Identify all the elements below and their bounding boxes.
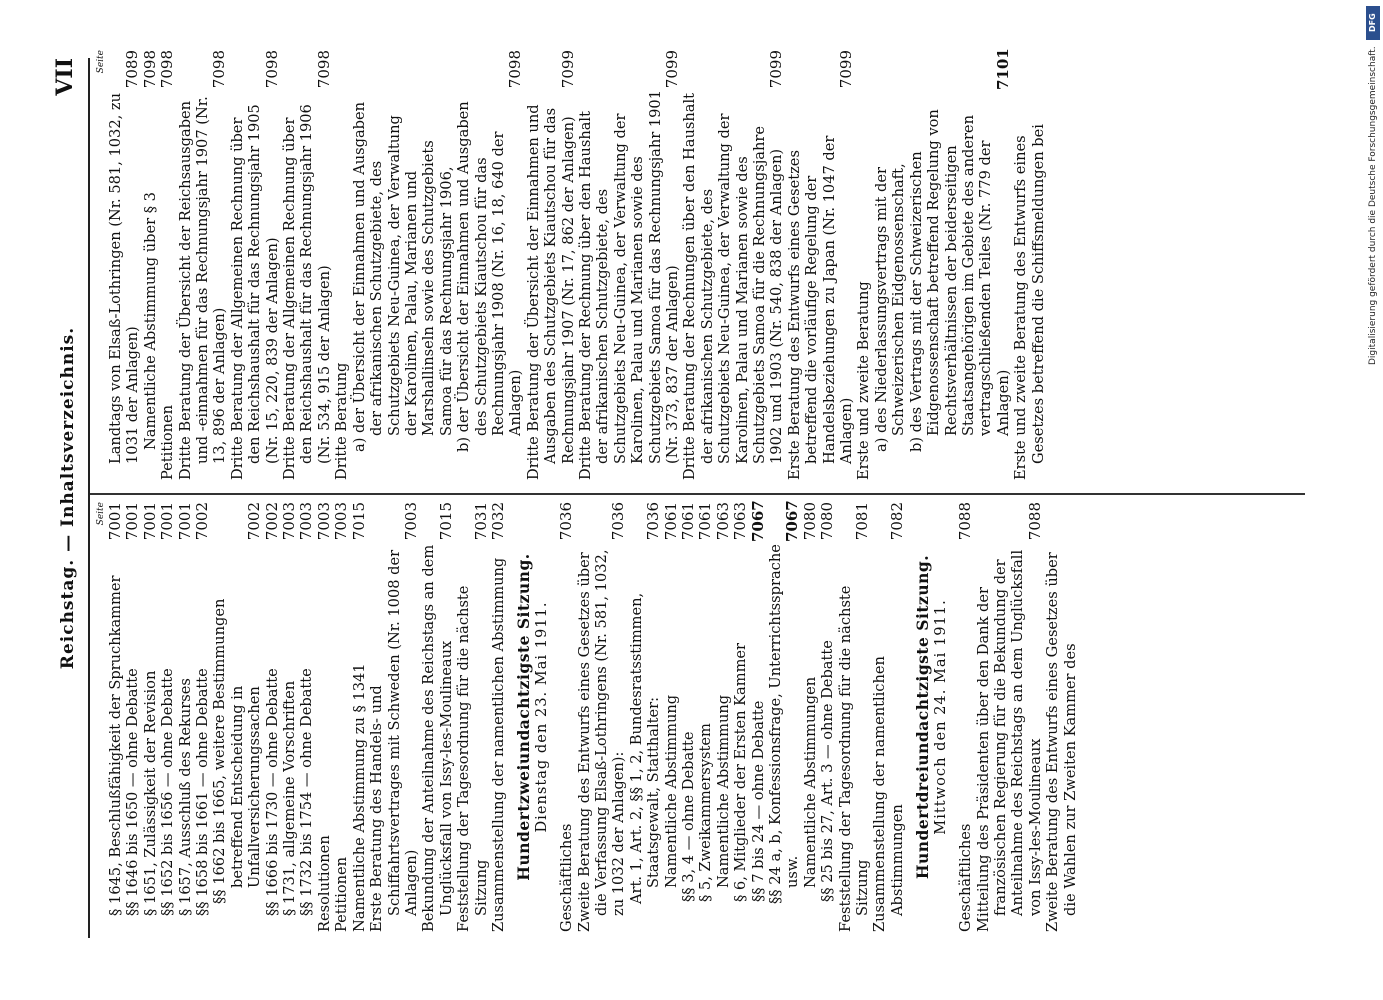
toc-entry <box>1012 50 1047 480</box>
entry-page: 7002 <box>193 502 212 541</box>
entry-text: Geschäftliches <box>957 823 975 932</box>
entry-page: 7001 <box>175 502 194 541</box>
entry-page: 7099 <box>767 50 786 89</box>
entry-text: Dritte Beratung der Rechnung über den Haushalt der afrikanischen Schutzgebiete, des Schutzgebiets Neu-Guinea, der Verwaltung der Karolinen, Palau und Marianen sowie des Schutzgebiets Samoa für das Rechnungsjahr 1901 (Nr. 373, 837 der Anlagen) <box>576 90 681 480</box>
toc-entry <box>663 502 680 932</box>
header-title: Reichstag. — Inhaltsverzeichnis. <box>58 326 78 670</box>
toc-entry <box>281 50 333 480</box>
toc-entry <box>750 502 767 932</box>
entry-page: 7101 <box>993 48 1012 90</box>
toc-entry <box>697 502 714 932</box>
entry-page: 7032 <box>488 502 507 541</box>
entry-text: §§ 1646 bis 1650 — ohne Debatte <box>124 668 142 916</box>
toc-entry <box>628 502 663 932</box>
toc-entry <box>786 50 856 480</box>
entry-page: 7015 <box>436 502 455 541</box>
session-title: Hundertdreiundachtzigste Sitzung. <box>913 554 933 880</box>
entry-text: Dritte Beratung der Allgemeinen Rechnung über den Reichshaushalt für das Rechnungsjahr 1906 (Nr. 534, 915 der Anlagen) <box>281 104 333 480</box>
entry-text: Namentliche Abstimmung zu § 1341 <box>350 663 368 932</box>
left-column <box>96 502 1079 932</box>
entry-text: Feststellung der Tagesordnung für die nächste Sitzung <box>836 585 872 932</box>
toc-entry <box>142 50 159 480</box>
entry-page: 7089 <box>123 50 142 89</box>
entry-text: b) der Übersicht der Einnahmen und Ausgaben des Schutzgebiets Kiautschou für das Rechnungsjahr 1908 (Nr. 16, 18, 640 der Anlagen) <box>455 101 525 452</box>
entry-page: 7015 <box>349 502 368 541</box>
session-title: Hundertzweiundachtzigste Sitzung. <box>514 553 534 881</box>
entry-page: 7098 <box>314 50 333 89</box>
entry-text: Dritte Beratung der Übersicht der Einnahmen und Ausgaben des Schutzgebiets Kiautschou für das Rechnungsjahr 1907 (Nr. 17, 862 der Anlagen) <box>524 104 577 480</box>
dfg-logo: DFG <box>1366 6 1380 40</box>
entry-text: §§ 1732 bis 1754 — ohne Debatte <box>298 668 316 916</box>
entry-text: b) des Vertrags mit der Schweizerischen Eidgenossenschaft betreffend Regelung von Rechtsverhältnissen der beiderseitigen Staatsangehörigen im Gebiete des anderen vertragschließenden Teiles (Nr. 779 der Anlagen) <box>907 109 1012 452</box>
seite-label: Seite <box>96 50 106 74</box>
entry-text: §§ 1662 bis 1665, weitere Bestimmungen betreffend Entscheidung in Unfallversicherungssachen <box>211 598 264 904</box>
right-column <box>96 50 1047 480</box>
entry-page: 7001 <box>123 502 142 541</box>
entry-page: 7081 <box>853 502 872 541</box>
toc-entry <box>680 502 697 932</box>
session-date: Mittwoch den 24. Mai 1911. <box>931 599 949 835</box>
entry-text: Art. 1, Art. 2, §§ 1, 2, Bundesratsstimmen, Staatsgewalt, Statthalter: <box>627 592 663 904</box>
toc-entry <box>455 502 490 932</box>
funding-note: Digitalisierung gefördert durch die Deutsche Forschungsgemeinschaft. <box>1368 46 1378 365</box>
entry-text: Petitionen <box>333 856 351 932</box>
entry-text: Erste und zweite Beratung des Entwurfs eines Gesetzes betreffend die Schiffsmeldungen bei <box>1012 124 1047 480</box>
entry-text: Mitteilung des Präsidenten über den Dank der französischen Regierung für die Bekundung der Anteilnahme des Reichstags an dem Unglücksfall von Issy-les-Moulineaux <box>974 549 1044 932</box>
entry-text: Erste Beratung des Entwurfs eines Gesetzes betreffend die vorläufige Regelung der Handelsbeziehungen zu Japan (Nr. 1047 der Anlagen) <box>785 135 856 480</box>
entry-text: § 6, Mitglieder der Ersten Kammer <box>732 642 750 902</box>
entry-page: 7063 <box>713 502 732 541</box>
entry-text: Dritte Beratung der Übersicht der Reichsausgaben und -einnahmen für das Rechnungsjahr 1907 (Nr. 13, 896 der Anlagen) <box>176 96 229 480</box>
entry-text: a) der Übersicht der Einnahmen und Ausgaben der afrikanischen Schutzgebiete, des Schutzgebiets Neu-Guinea, der Verwaltung der Karolinen, Palau, Marianen und Marshallinseln sowie des Schutzgebiets Samoa für das Rechnungsjahr 1906, <box>350 101 455 452</box>
toc-entry <box>732 502 749 932</box>
entry-page: 7063 <box>731 502 750 541</box>
toc-entry <box>577 50 681 480</box>
toc-entry <box>316 502 333 932</box>
toc-entry <box>855 50 872 480</box>
entry-text: Dritte Beratung der Allgemeinen Rechnung über den Reichshaushalt für das Rechnungsjahr 1905 (Nr. 15, 220, 839 der Anlagen) <box>228 104 281 480</box>
entry-text: Geschäftliches <box>558 823 576 932</box>
entry-page: 7080 <box>818 502 837 541</box>
entry-text: §§ 1652 bis 1656 — ohne Debatte <box>159 668 177 916</box>
toc-entry <box>159 502 176 932</box>
entry-page: 7003 <box>314 502 333 541</box>
toc-entry <box>211 502 263 932</box>
entry-page: 7088 <box>956 502 975 541</box>
entry-text: § 5, Zweikammersystem <box>697 723 715 902</box>
toc-entry <box>802 502 819 932</box>
toc-entry <box>681 50 785 480</box>
session-date: Dienstag den 23. Mai 1911. <box>532 601 550 833</box>
entry-page: 7098 <box>210 50 229 89</box>
toc-entry <box>351 502 368 932</box>
entry-text: §§ 3, 4 — ohne Debatte <box>680 731 697 902</box>
toc-entry <box>873 50 908 480</box>
toc-entry <box>420 502 455 932</box>
entry-text: Bekundung der Anteilnahme des Reichstags an dem Unglücksfall von Issy-les-Moulineaux <box>420 544 455 932</box>
toc-entry <box>819 502 836 932</box>
entry-text: Dritte Beratung <box>333 362 351 480</box>
entry-text: Zusammenstellung der namentlichen Abstimmungen <box>871 656 906 932</box>
entry-page: 7080 <box>800 502 819 541</box>
toc-entry <box>107 50 142 480</box>
toc-entry <box>871 502 906 932</box>
entry-page: 7001 <box>106 502 124 541</box>
entry-page: 7001 <box>158 502 177 541</box>
entry-text: §§ 1658 bis 1661 — ohne Debatte <box>194 668 212 916</box>
entry-page: 7002 <box>245 502 264 541</box>
entry-page: 7002 <box>262 502 281 541</box>
entry-page: 7036 <box>644 502 663 541</box>
toc-entry <box>908 50 1012 480</box>
entry-page: 7061 <box>679 502 697 541</box>
toc-entry <box>715 502 732 932</box>
toc-entry <box>975 502 1045 932</box>
entry-page: 7003 <box>401 502 420 541</box>
entry-page: 7003 <box>297 502 316 541</box>
entry-text: §§ 24 a, b, Konfessionsfrage, Unterrichtssprache usw. <box>767 544 802 904</box>
toc-entry <box>558 502 575 932</box>
entry-text: §§ 7 bis 24 — ohne Debatte <box>749 700 767 902</box>
entry-text: Feststellung der Tagesordnung für die nächste Sitzung <box>455 585 490 932</box>
entry-page: 7082 <box>887 502 906 541</box>
running-header <box>52 58 88 938</box>
entry-page: 7088 <box>1025 502 1044 541</box>
toc-entry <box>455 50 525 480</box>
toc-entry <box>767 502 802 932</box>
digitization-stamp <box>1366 6 1380 996</box>
entry-text: Resolutionen <box>315 835 333 932</box>
entry-text: Namentliche Abstimmung <box>662 694 680 888</box>
entry-page: 7061 <box>661 502 680 541</box>
entry-text: Zusammenstellung der namentlichen Abstimmung <box>489 557 507 932</box>
entry-text: Namentliche Abstimmung über § 3 <box>141 192 159 450</box>
toc-entry <box>124 502 141 932</box>
toc-entry <box>281 502 298 932</box>
column-divider <box>90 493 1305 495</box>
entry-text: Dritte Beratung der Rechnungen über den Haushalt der afrikanischen Schutzgebiete, des Schutzgebiets Neu-Guinea, der Verwaltung der Karolinen, Palau und Marianen sowie des Schutzgebiets Samoa für die Rechnungsjahre 1902 und 1903 (Nr. 540, 838 der Anlagen) <box>681 93 786 480</box>
toc-entry <box>264 502 281 932</box>
toc-entry <box>159 50 176 480</box>
entry-text: Zweite Beratung des Entwurfs eines Gesetzes über die Wahlen zur Zweiten Kammer des <box>1044 552 1079 932</box>
toc-entry <box>333 502 350 932</box>
entry-page: 7098 <box>262 50 281 89</box>
entry-text: Namentliche Abstimmungen <box>801 676 819 888</box>
toc-entry <box>351 50 455 480</box>
toc-entry <box>107 502 124 932</box>
entry-page: 7067 <box>748 500 767 542</box>
entry-page: 7003 <box>332 502 351 541</box>
entry-page: 7098 <box>140 50 159 89</box>
entry-text: Landtags von Elsaß-Lothringen (Nr. 581, 1032, zu 1031 der Anlagen) <box>107 93 142 464</box>
entry-page: 7098 <box>158 50 177 89</box>
toc-entry <box>837 502 872 932</box>
entry-text: § 1657, Ausschluß des Rekurses <box>176 678 194 916</box>
entry-text: Erste Beratung des Handels- und Schiffahrtsvertrages mit Schweden (Nr. 1008 der Anlagen) <box>368 549 420 932</box>
toc-entry <box>333 50 350 480</box>
header-rule <box>88 58 90 938</box>
entry-text: Erste und zweite Beratung <box>855 281 873 480</box>
entry-page: 7001 <box>140 502 159 541</box>
entry-page: 7067 <box>783 500 802 542</box>
entry-page: 7099 <box>558 50 577 89</box>
seite-label: Seite <box>96 502 106 526</box>
entry-page: 7036 <box>557 502 576 541</box>
entry-text: Petitionen <box>159 404 177 480</box>
toc-entry <box>576 502 628 932</box>
toc-entry <box>957 502 974 932</box>
toc-entry <box>194 502 211 932</box>
toc-entry <box>298 502 315 932</box>
toc-entry <box>368 502 420 932</box>
entry-page: 7099 <box>837 50 856 89</box>
toc-entry <box>1044 502 1079 932</box>
toc-entry <box>490 502 507 932</box>
entry-text: § 1731, allgemeine Vorschriften <box>281 680 299 916</box>
entry-page: 7003 <box>280 502 299 541</box>
entry-page: 7061 <box>696 502 715 541</box>
entry-page: 7031 <box>471 502 490 541</box>
entry-page: 7099 <box>663 50 681 89</box>
entry-text: §§ 1666 bis 1730 — ohne Debatte <box>263 668 281 916</box>
entry-text: Namentliche Abstimmung <box>714 694 732 888</box>
entry-text: §§ 25 bis 27, Art. 3 — ohne Debatte <box>819 640 837 902</box>
entry-text: Zweite Beratung des Entwurfs eines Gesetzes über die Verfassung Elsaß-Lothringens (Nr. 581, 1032, zu 1032 der Anlagen): <box>575 549 628 932</box>
page-number: VII <box>52 58 78 96</box>
toc-entry <box>229 50 281 480</box>
entry-text: § 1645, Beschlußfähigkeit der Spruchkammer <box>107 575 124 916</box>
entry-text: a) des Niederlassungsvertrags mit der Schweizerischen Eidgenossenschaft, <box>872 163 908 452</box>
toc-entry <box>177 50 229 480</box>
entry-text: § 1651, Zulässigkeit der Revision <box>141 670 159 916</box>
toc-entry <box>525 50 577 480</box>
entry-page: 7098 <box>506 50 525 89</box>
toc-entry <box>142 502 159 932</box>
toc-entry <box>177 502 194 932</box>
entry-page: 7036 <box>609 502 628 541</box>
